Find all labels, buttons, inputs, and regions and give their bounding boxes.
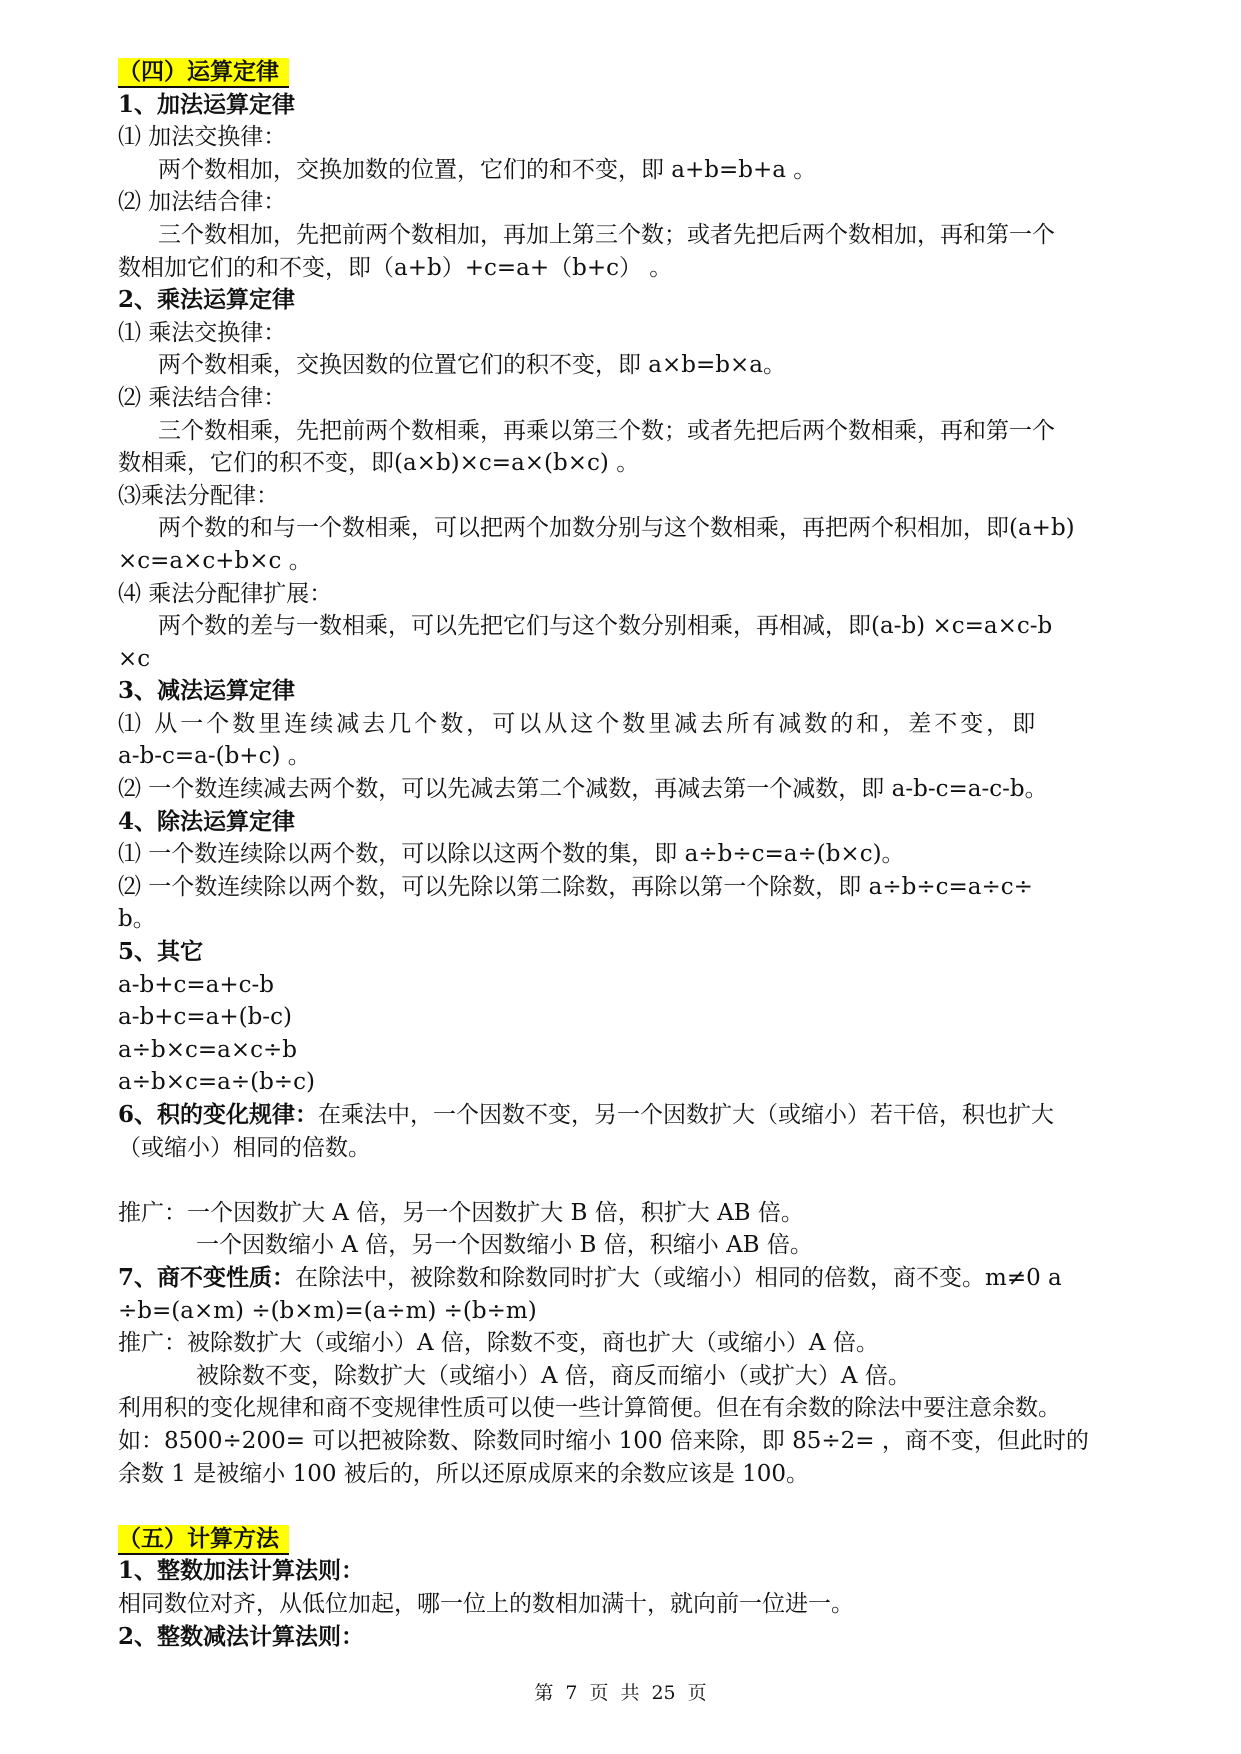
formula-line: ÷b=(a×m) ÷(b×m)=(a÷m) ÷(b÷m)	[118, 1297, 537, 1324]
text-line: ⑴ 一个数连续除以两个数，可以除以这两个数的集，即 a÷b÷c=a÷(b×c)。	[118, 841, 905, 868]
subheading: 3、减法运算定律	[118, 677, 296, 705]
text-line: 利用积的变化规律和商不变规律性质可以使一些计算简便。但在有余数的除法中要注意余数。	[118, 1395, 1061, 1422]
text-line: 在除法中，被除数和除数同时扩大（或缩小）相同的倍数，商不变。m≠0 a	[295, 1264, 1062, 1291]
document-body	[118, 56, 1138, 1653]
formula-line: a-b+c=a+c-b	[118, 971, 274, 998]
formula-line: a÷b×c=a×c÷b	[118, 1036, 297, 1063]
section-heading: （五）计算方法	[118, 1525, 289, 1555]
formula-line: a-b+c=a+(b-c)	[118, 1004, 292, 1031]
footer-label: 页	[589, 1682, 609, 1704]
text-line: ⑵ 加法结合律：	[118, 189, 287, 216]
text-line: a-b-c=a-(b+c) 。	[118, 743, 311, 770]
section-heading: （四）运算定律	[118, 58, 289, 88]
total-pages: 25	[651, 1682, 676, 1704]
text-line: 推广：被除数扩大（或缩小）A 倍，除数不变，商也扩大（或缩小）A 倍。	[118, 1330, 879, 1357]
text-line: 如：8500÷200= 可以把被除数、除数同时缩小 100 倍来除，即 85÷2= ，商不变，但此时的	[118, 1427, 1089, 1454]
page-number: 7	[565, 1682, 578, 1704]
text-line: 两个数相加，交换加数的位置，它们的和不变，即 a+b=b+a 。	[158, 156, 817, 183]
text-line: 三个数相加，先把前两个数相加，再加上第三个数；或者先把后两个数相加，再和第一个	[158, 221, 1055, 248]
subheading: 4、除法运算定律	[118, 807, 296, 835]
subheading: 5、其它	[118, 938, 204, 966]
text-line: 在乘法中，一个因数不变，另一个因数扩大（或缩小）若干倍，积也扩大	[318, 1102, 1055, 1128]
text-line: （或缩小）相同的倍数。	[118, 1134, 371, 1161]
text-line: 数相加它们的和不变，即（a+b）+c=a+（b+c） 。	[118, 254, 673, 281]
text-line: 三个数相乘，先把前两个数相乘，再乘以第三个数；或者先把后两个数相乘，再和第一个	[158, 417, 1055, 444]
text-line: b。	[118, 906, 156, 933]
page-footer	[0, 1678, 1241, 1705]
text-line: ×c	[118, 645, 151, 672]
text-line: 两个数的和与一个数相乘，可以把两个加数分别与这个数相乘，再把两个积相加，即(a+b)	[158, 515, 1075, 542]
text-line: ×c=a×c+b×c 。	[118, 547, 312, 574]
subheading: 1、加法运算定律	[118, 90, 296, 118]
text-line: 两个数的差与一数相乘，可以先把它们与这个数分别相乘，再相减，即(a-b) ×c=a×c-b	[158, 613, 1053, 640]
text-line: 推广：一个因数扩大 A 倍，另一个因数扩大 B 倍，积扩大 AB 倍。	[118, 1199, 804, 1226]
text-line: 余数 1 是被缩小 100 被后的，所以还原成原来的余数应该是 100。	[118, 1460, 809, 1487]
text-line: 相同数位对齐，从低位加起，哪一位上的数相加满十，就向前一位进一。	[118, 1590, 854, 1617]
footer-label: 第	[534, 1682, 554, 1704]
text-line: 被除数不变，除数扩大（或缩小）A 倍，商反而缩小（或扩大）A 倍。	[196, 1362, 911, 1389]
text-line: 数相乘，它们的积不变，即(a×b)×c=a×(b×c) 。	[118, 450, 640, 477]
inline-heading: 7、商不变性质：	[118, 1263, 296, 1291]
footer-label: 共	[620, 1682, 640, 1704]
subheading: 2、乘法运算定律	[118, 286, 296, 314]
formula-line: a÷b×c=a÷(b÷c)	[118, 1069, 315, 1096]
text-line: 一个因数缩小 A 倍，另一个因数缩小 B 倍，积缩小 AB 倍。	[196, 1232, 813, 1259]
text-line: ⑴ 从一个数里连续减去几个数，可以从这个数里减去所有减数的和，差不变，即	[118, 710, 1039, 737]
text-line: ⑵ 一个数连续除以两个数，可以先除以第二除数，再除以第一个除数，即 a÷b÷c=a÷c÷	[118, 873, 1033, 900]
text-line: ⑴ 加法交换律：	[118, 124, 287, 151]
subheading: 1、整数加法计算法则：	[118, 1557, 365, 1585]
text-line: ⑵ 一个数连续减去两个数，可以先减去第二个减数，再减去第一个减数，即 a-b-c=a-c-b。	[118, 776, 1048, 803]
subheading: 2、整数减法计算法则：	[118, 1622, 365, 1650]
footer-label: 页	[687, 1682, 707, 1704]
text-line: ⑷ 乘法分配律扩展：	[118, 580, 333, 607]
text-line: ⑵ 乘法结合律：	[118, 384, 287, 411]
text-line: ⑴ 乘法交换律：	[118, 319, 287, 346]
inline-heading: 6、积的变化规律：	[118, 1101, 319, 1128]
text-line: ⑶乘法分配律：	[118, 482, 279, 509]
text-line: 两个数相乘，交换因数的位置它们的积不变，即 a×b=b×a。	[158, 352, 786, 379]
